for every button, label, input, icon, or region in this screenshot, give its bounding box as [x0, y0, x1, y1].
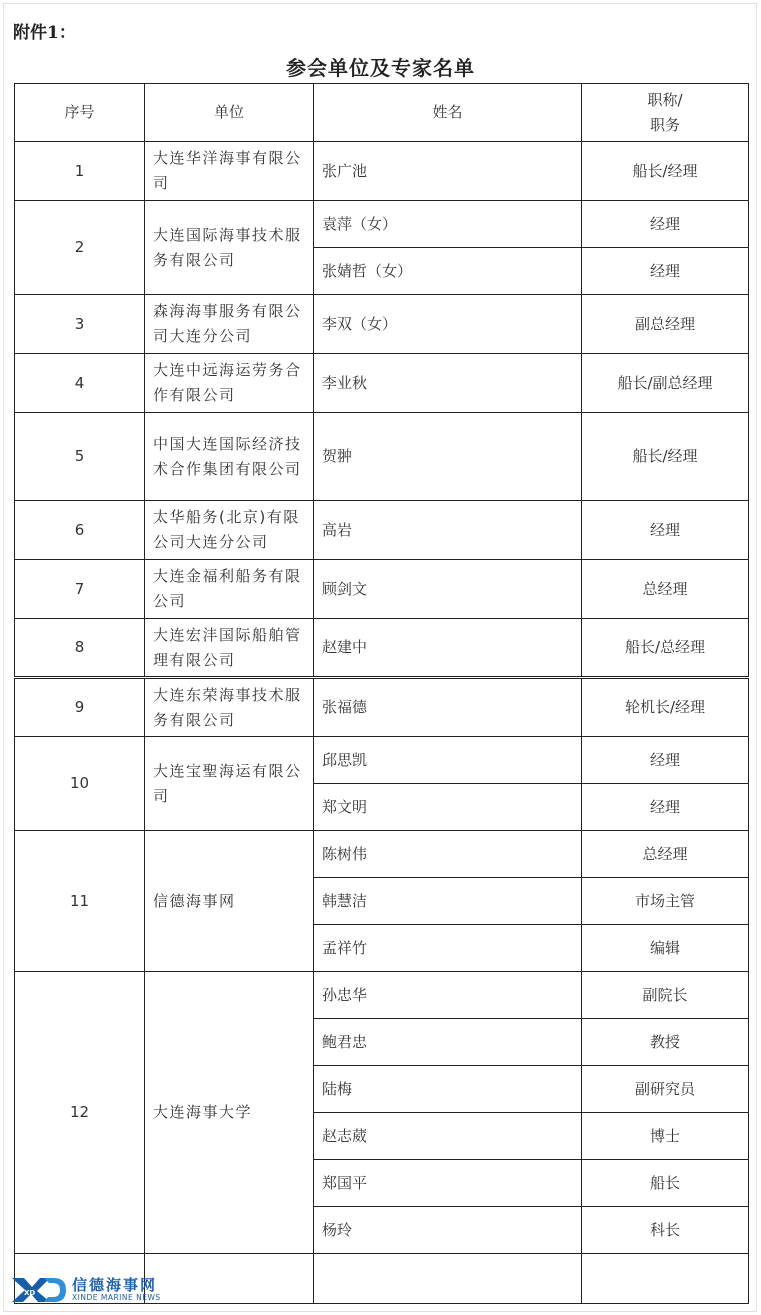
expert-title: 船长/副总经理	[582, 354, 749, 413]
row-number: 6	[15, 501, 145, 560]
expert-name: 李双（女）	[314, 295, 582, 354]
row-number: 12	[15, 972, 145, 1254]
expert-title	[582, 1254, 749, 1304]
expert-name: 张婧哲（女）	[314, 248, 582, 295]
expert-name: 赵建中	[314, 619, 582, 678]
table-row	[15, 737, 749, 784]
row-number: 1	[15, 142, 145, 201]
watermark-brand: 信德海事网	[72, 1276, 158, 1294]
expert-name: 李业秋	[314, 354, 582, 413]
expert-title: 编辑	[582, 925, 749, 972]
expert-title: 副院长	[582, 972, 749, 1019]
header-name: 姓名	[314, 84, 582, 142]
header-row	[15, 84, 749, 142]
expert-title: 市场主管	[582, 878, 749, 925]
row-number: 9	[15, 678, 145, 737]
unit-name: 大连国际海事技术服务有限公司	[145, 201, 314, 295]
expert-name: 郑文明	[314, 784, 582, 831]
expert-name: 鲍君忠	[314, 1019, 582, 1066]
unit-name: 中国大连国际经济技术合作集团有限公司	[145, 413, 314, 501]
table-row	[15, 972, 749, 1019]
expert-name: 陈树伟	[314, 831, 582, 878]
expert-title: 科长	[582, 1207, 749, 1254]
expert-name: 高岩	[314, 501, 582, 560]
watermark-subtitle: XINDE MARINE NEWS	[72, 1293, 161, 1302]
expert-title: 船长/经理	[582, 142, 749, 201]
header-title-line2: 职务	[649, 115, 680, 134]
table-row	[15, 295, 749, 354]
expert-name: 陆梅	[314, 1066, 582, 1113]
table-row	[15, 413, 749, 501]
unit-name: 大连金福利船务有限公司	[145, 560, 314, 619]
row-number: 7	[15, 560, 145, 619]
unit-name: 大连宏沣国际船舶管理有限公司	[145, 619, 314, 678]
unit-name: 信德海事网	[145, 831, 314, 972]
expert-name	[314, 1254, 582, 1304]
header-no: 序号	[15, 84, 145, 142]
table-row	[15, 619, 749, 678]
document-title: 参会单位及专家名单	[286, 56, 475, 80]
table-row	[15, 501, 749, 560]
header-title	[582, 84, 749, 142]
annex-label: 附件1：	[13, 23, 76, 43]
svg-text:XD: XD	[24, 1289, 36, 1297]
expert-title: 经理	[582, 248, 749, 295]
expert-name: 杨玲	[314, 1207, 582, 1254]
expert-title: 博士	[582, 1113, 749, 1160]
table-row	[15, 201, 749, 248]
row-number: 2	[15, 201, 145, 295]
expert-title: 副总经理	[582, 295, 749, 354]
unit-name: 大连海事大学	[145, 972, 314, 1254]
expert-name: 顾剑文	[314, 560, 582, 619]
expert-name: 张福德	[314, 678, 582, 737]
expert-title: 船长/经理	[582, 413, 749, 501]
unit-name: 太华船务(北京)有限公司大连分公司	[145, 501, 314, 560]
row-number: 10	[15, 737, 145, 831]
expert-title: 经理	[582, 501, 749, 560]
xd-logo-icon	[10, 1274, 66, 1304]
table-row	[15, 560, 749, 619]
expert-title: 经理	[582, 737, 749, 784]
unit-name: 大连中远海运劳务合作有限公司	[145, 354, 314, 413]
row-number: 5	[15, 413, 145, 501]
header-title-line1: 职称/	[647, 90, 683, 109]
row-number: 11	[15, 831, 145, 972]
expert-title: 轮机长/经理	[582, 678, 749, 737]
unit-name: 大连华洋海事有限公司	[145, 142, 314, 201]
expert-title: 船长/总经理	[582, 619, 749, 678]
expert-title: 经理	[582, 201, 749, 248]
row-number: 4	[15, 354, 145, 413]
expert-name: 贺翀	[314, 413, 582, 501]
xinde-watermark-logo	[10, 1272, 180, 1308]
expert-name: 张广池	[314, 142, 582, 201]
unit-name: 大连东荣海事技术服务有限公司	[145, 678, 314, 737]
expert-name: 邱思凯	[314, 737, 582, 784]
expert-roster-table	[14, 83, 749, 1304]
header-unit: 单位	[145, 84, 314, 142]
unit-name: 森海海事服务有限公司大连分公司	[145, 295, 314, 354]
row-number: 3	[15, 295, 145, 354]
expert-name: 郑国平	[314, 1160, 582, 1207]
table-row	[15, 831, 749, 878]
unit-name: 大连宝聖海运有限公司	[145, 737, 314, 831]
expert-title: 船长	[582, 1160, 749, 1207]
expert-name: 孟祥竹	[314, 925, 582, 972]
table-row	[15, 142, 749, 201]
expert-name: 韩慧洁	[314, 878, 582, 925]
expert-name: 赵志葳	[314, 1113, 582, 1160]
expert-name: 孙忠华	[314, 972, 582, 1019]
expert-title: 教授	[582, 1019, 749, 1066]
expert-title: 经理	[582, 784, 749, 831]
table-row	[15, 354, 749, 413]
expert-name: 袁萍（女）	[314, 201, 582, 248]
expert-title: 总经理	[582, 831, 749, 878]
expert-title: 副研究员	[582, 1066, 749, 1113]
table-row	[15, 678, 749, 737]
expert-title: 总经理	[582, 560, 749, 619]
row-number: 8	[15, 619, 145, 678]
